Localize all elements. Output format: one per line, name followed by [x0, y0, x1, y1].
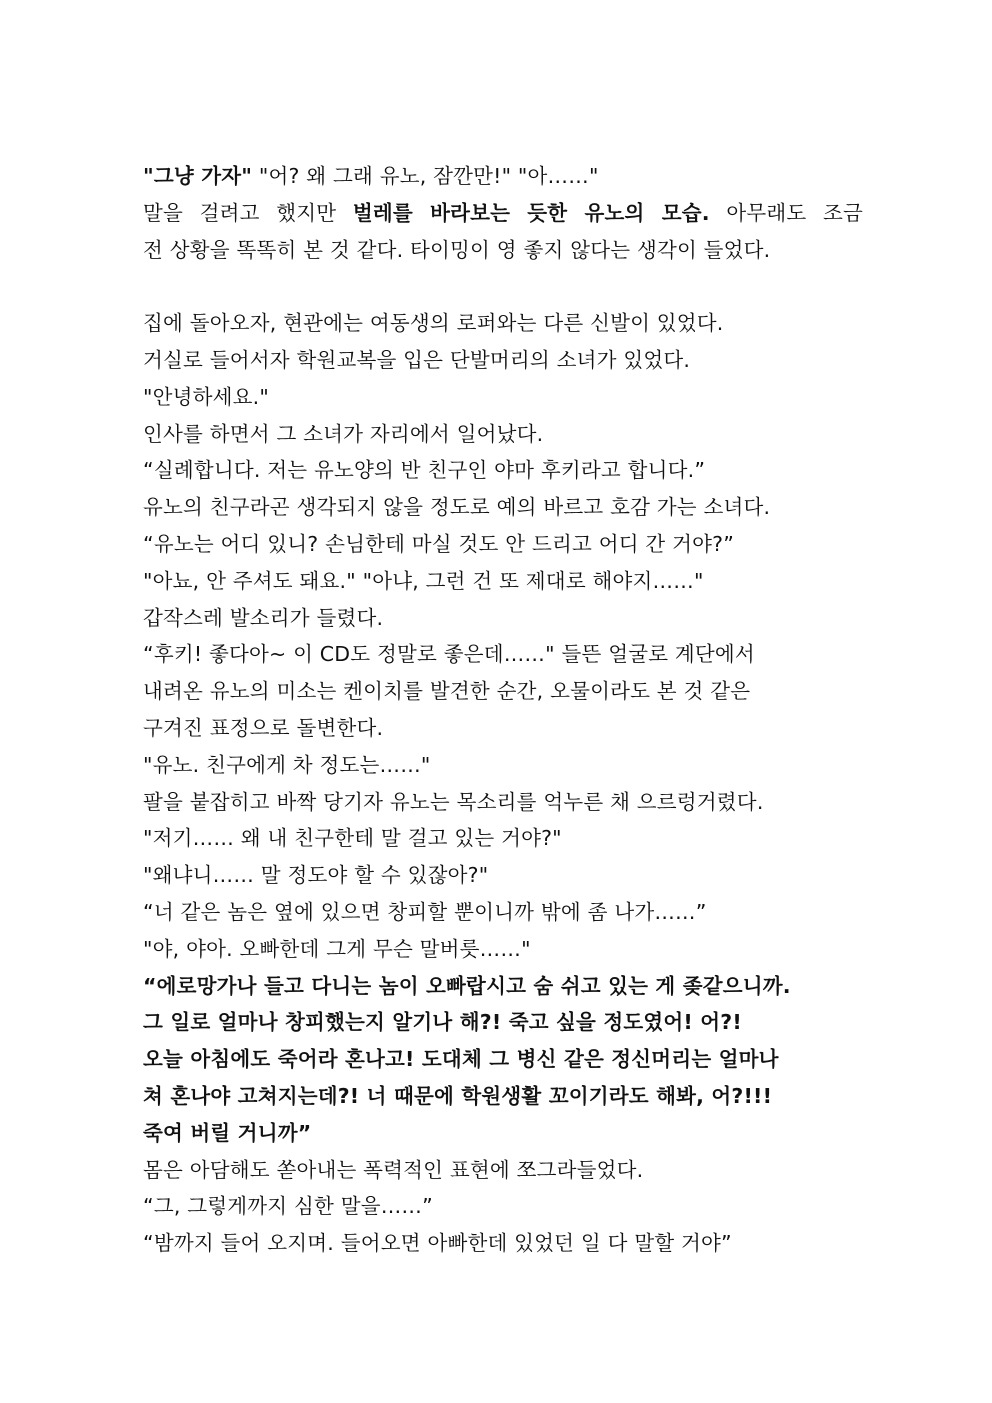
bold-paragraph-line: 오늘 아침에도 죽어라 혼나고! 도대체 그 병신 같은 정신머리는 얼마나 [143, 1047, 779, 1072]
paragraph-line: "유노. 친구에게 차 정도는……" [143, 752, 431, 777]
bold-paragraph-line: 쳐 혼나야 고쳐지는데?! 너 때문에 학원생활 꼬이기라도 해봐, 어?!!! [143, 1083, 773, 1108]
paragraph-line: “밤까지 들어 오지며. 들어오면 아빠한데 있었던 일 다 말할 거야” [143, 1231, 732, 1256]
bold-text: 벌레를 바라보는 듯한 유노의 모습. [352, 200, 710, 225]
bold-paragraph-line: 그 일로 얼마나 창피했는지 알기나 해?! 죽고 싶을 정도였어! 어?! [143, 1010, 742, 1035]
paragraph-line: 구겨진 표정으로 돌변한다. [143, 715, 384, 740]
paragraph-line: 전 상황을 똑똑히 본 것 같다. 타이밍이 영 좋지 않다는 생각이 들었다. [143, 237, 771, 262]
paragraph-line: 인사를 하면서 그 소녀가 자리에서 일어났다. [143, 421, 544, 446]
bold-paragraph-line: “에로망가나 들고 다니는 놈이 오빠랍시고 숨 쉬고 있는 게 좆같으니까. [143, 973, 791, 998]
paragraph-line: "아뇨, 안 주셔도 돼요." "아냐, 그런 건 또 제대로 해야지……" [143, 568, 704, 593]
text: 말을 걸려고 했지만 [143, 200, 353, 225]
text: "어? 왜 그래 유노, 잠깐만!" "아……" [252, 164, 599, 188]
paragraph-line: “실례합니다. 저는 유노양의 반 친구인 야마 후키라고 합니다.” [143, 458, 706, 483]
paragraph-line: “너 같은 놈은 옆에 있으면 창피할 뿐이니까 밖에 좀 나가……” [143, 899, 707, 924]
bold-text: "그냥 가자" [143, 164, 253, 188]
blank-line [143, 268, 863, 305]
paragraph-line: "저기…… 왜 내 친구한테 말 걸고 있는 거야?" [143, 826, 562, 851]
paragraph-line: “그, 그렇게까지 심한 말을……” [143, 1194, 433, 1219]
bold-paragraph-line: 죽여 버릴 거니까” [143, 1120, 312, 1145]
paragraph-line: 몸은 아담해도 쏟아내는 폭력적인 표현에 쪼그라들었다. [143, 1157, 644, 1182]
paragraph-line: “유노는 어디 있니? 손님한테 마실 것도 안 드리고 어디 간 거야?” [143, 531, 735, 556]
paragraph-line [143, 158, 863, 195]
paragraph-line: "왜냐니…… 말 정도야 할 수 있잖아?" [143, 863, 489, 888]
paragraph-line: 집에 돌아오자, 현관에는 여동생의 로퍼와는 다른 신발이 있었다. [143, 311, 724, 336]
paragraph-line: 내려온 유노의 미소는 켄이치를 발견한 순간, 오물이라도 본 것 같은 [143, 679, 751, 704]
document-page [143, 158, 863, 1262]
paragraph-line: 거실로 들어서자 학원교복을 입은 단발머리의 소녀가 있었다. [143, 347, 691, 372]
paragraph-line: "안녕하세요." [143, 384, 269, 409]
paragraph-line: "야, 야아. 오빠한데 그게 무슨 말버릇……" [143, 936, 531, 961]
paragraph-line [143, 195, 863, 232]
paragraph-line: 팔을 붙잡히고 바짝 당기자 유노는 목소리를 억누른 채 으르렁거렸다. [143, 789, 764, 814]
paragraph-line: “후키! 좋다아~ 이 CD도 정말로 좋은데……" 들뜬 얼굴로 계단에서 [143, 642, 755, 667]
paragraph-line: 갑작스레 발소리가 들렸다. [143, 605, 384, 630]
text: 아무래도 조금 [709, 200, 863, 225]
paragraph-line: 유노의 친구라곤 생각되지 않을 정도로 예의 바르고 호감 가는 소녀다. [143, 495, 771, 520]
